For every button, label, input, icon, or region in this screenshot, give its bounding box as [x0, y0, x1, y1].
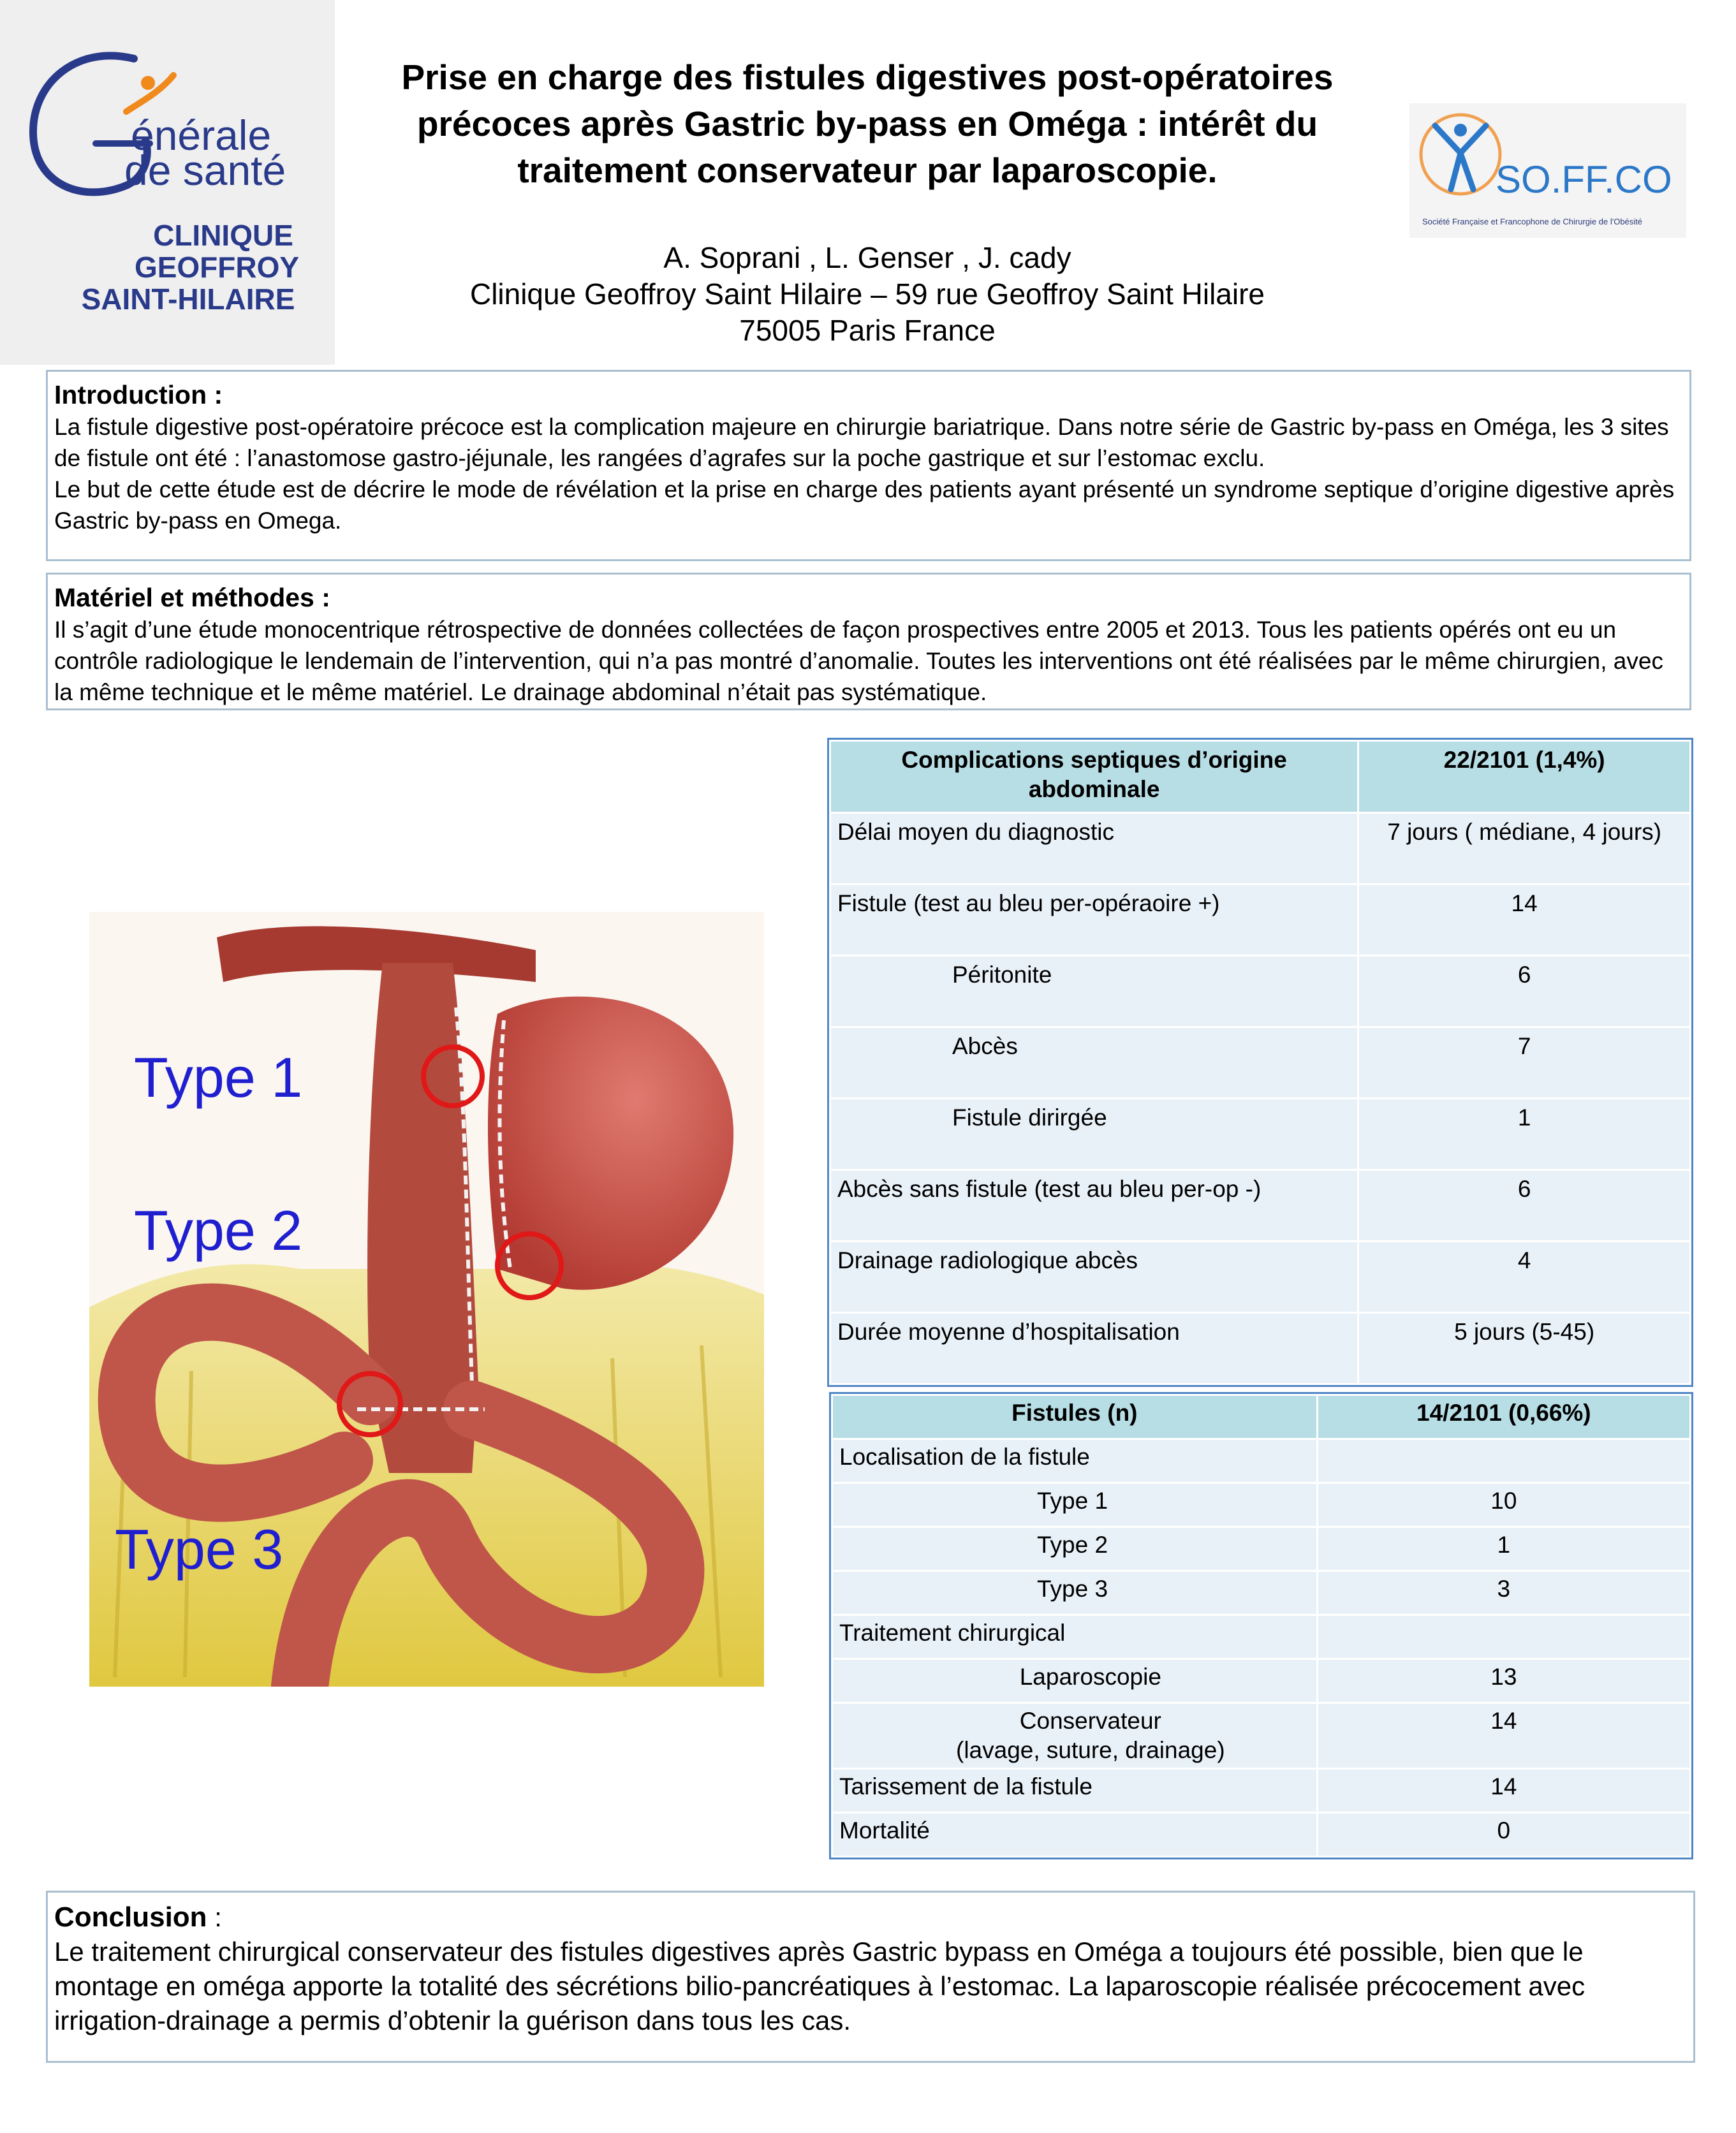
table-row	[830, 884, 1691, 956]
table-row	[832, 1483, 1691, 1527]
row-value: 1	[1317, 1527, 1690, 1571]
conclusion-heading: Conclusion	[54, 1902, 207, 1933]
row-value: 3	[1317, 1571, 1690, 1615]
row-label: Fistule (test au bleu per-opéraoire +)	[830, 884, 1358, 956]
row-label: Conservateur	[1019, 1708, 1161, 1734]
row-label: Drainage radiologique abcès	[830, 1242, 1358, 1313]
row-label: Laparoscopie	[832, 1659, 1318, 1703]
title-line-3: traitement conservateur par laparoscopie.	[517, 150, 1217, 190]
table-header-row	[832, 1395, 1691, 1439]
row-label: Traitement chirurgical	[832, 1615, 1318, 1659]
table-row	[832, 1571, 1691, 1615]
title-line-1: Prise en charge des fistules digestives post-opératoires	[401, 57, 1334, 97]
authors-block	[338, 240, 1397, 349]
methods-paragraph: Il s’agit d’une étude monocentrique rétrospective de données collectées de façon prospectives entre 2005 et 2013. Tous les patients opérés ont eu un contrôle radiologique le lendemain de l’intervention, qui n’a pas montré d’anomalie. Toutes les interventions ont été réalisées par le même chirurgien, avec la même technique et le même matériel. Le drainage abdominal n’était pas systématique.	[54, 617, 1663, 705]
row-label: Fistule dirirgée	[830, 1099, 1358, 1170]
title-line-2: précoces après Gastric by-pass en Oméga : intérêt du	[416, 104, 1318, 143]
introduction-paragraph-2: Le but de cette étude est de décrire le mode de révélation et la prise en charge des patients ayant présenté un syndrome septique d’origine digestive après Gastric by-pass en Omega.	[54, 476, 1675, 534]
row-label: Péritonite	[830, 956, 1358, 1027]
methods-section	[46, 573, 1691, 710]
row-label: Durée moyenne d’hospitalisation	[830, 1313, 1358, 1384]
generale-de-sante-logo-graphic	[0, 0, 335, 365]
logo-clinic-line2: GEOFFROY	[134, 251, 300, 284]
row-label: Abcès	[830, 1027, 1358, 1099]
fistulas-table	[831, 1394, 1691, 1858]
table-row	[832, 1615, 1691, 1659]
table-row	[832, 1527, 1691, 1571]
table-row	[832, 1769, 1691, 1813]
table-row	[830, 1099, 1691, 1170]
poster-title	[338, 54, 1397, 194]
table-header-cell: 22/2101 (1,4%)	[1358, 741, 1691, 813]
table-row	[830, 813, 1691, 884]
table-row	[830, 1170, 1691, 1242]
soffco-logo-graphic	[1409, 103, 1686, 238]
row-value: 4	[1358, 1242, 1691, 1313]
table-row	[830, 1242, 1691, 1313]
affiliation-line-2: 75005 Paris France	[739, 314, 996, 347]
row-label: Délai moyen du diagnostic	[830, 813, 1358, 884]
methods-heading: Matériel et méthodes :	[54, 583, 330, 612]
table-row	[832, 1813, 1691, 1857]
soffco-subtitle: Société Française et Francophone de Chirurgie de l'Obésité	[1422, 217, 1643, 226]
row-label-detail: (lavage, suture, drainage)	[956, 1737, 1225, 1763]
table-row	[830, 1313, 1691, 1384]
label-type-2: Type 2	[134, 1199, 303, 1262]
surgical-illustration	[89, 912, 764, 1687]
row-value: 1	[1358, 1099, 1691, 1170]
row-label: Mortalité	[832, 1813, 1318, 1857]
logo-clinic-line1: CLINIQUE	[153, 219, 293, 252]
row-value: 7 jours ( médiane, 4 jours)	[1358, 813, 1691, 884]
row-label: Type 1	[832, 1483, 1318, 1527]
table-row	[830, 1027, 1691, 1099]
table-row	[832, 1439, 1691, 1483]
table-header-cell: 14/2101 (0,66%)	[1317, 1395, 1690, 1439]
row-value: 5 jours (5-45)	[1358, 1313, 1691, 1384]
row-value: 10	[1317, 1483, 1690, 1527]
table-header-cell: Fistules (n)	[832, 1395, 1318, 1439]
row-label: Type 3	[832, 1571, 1318, 1615]
row-label: Abcès sans fistule (test au bleu per-op -)	[830, 1170, 1358, 1242]
table-row	[832, 1703, 1691, 1769]
septic-complications-table	[829, 740, 1691, 1385]
label-type-3: Type 3	[115, 1518, 284, 1581]
row-label: Type 2	[832, 1527, 1318, 1571]
row-label-multiline	[832, 1703, 1318, 1769]
logo-clinic-line3: SAINT-HILAIRE	[81, 282, 295, 316]
conclusion-paragraph: Le traitement chirurgical conservateur des fistules digestives après Gastric bypass en Oméga a toujours été possible, bien que le montage en oméga apporte la totalité des sécrétions bilio-pancréatiques à l’estomac. La laparoscopie réalisée précocement avec irrigation-drainage a permis d’obtenir la guérison dans tous les cas.	[54, 1937, 1585, 2035]
row-value: 6	[1358, 1170, 1691, 1242]
soffco-brand: SO.FF.CO	[1496, 158, 1672, 201]
row-value: 0	[1317, 1813, 1690, 1857]
table-header-row	[830, 741, 1691, 813]
introduction-heading: Introduction :	[54, 380, 223, 409]
soffco-logo	[1409, 103, 1686, 238]
conclusion-heading-colon: :	[207, 1902, 222, 1932]
row-value: 6	[1358, 956, 1691, 1027]
introduction-paragraph-1: La fistule digestive post-opératoire précoce est la complication majeure en chirurgie bariatrique. Dans notre série de Gastric by-pass en Oméga, les 3 sites de fistule ont été : l’anastomose gastro-jéjunale, les rangées d’agrafes sur la poche gastrique et sur l’estomac exclu.	[54, 414, 1669, 471]
logo-brand-line1: énérale	[131, 112, 272, 159]
row-value: 13	[1317, 1659, 1690, 1703]
generale-de-sante-logo	[0, 0, 335, 365]
row-label: Tarissement de la fistule	[832, 1769, 1318, 1813]
row-value: 14	[1358, 884, 1691, 956]
row-value: 14	[1317, 1769, 1690, 1813]
table-row	[830, 956, 1691, 1027]
row-value: 14	[1317, 1703, 1690, 1769]
conclusion-section	[46, 1891, 1695, 2063]
row-value	[1317, 1615, 1690, 1659]
table-header-cell: Complications septiques d’origine abdominale	[830, 741, 1358, 813]
table-row	[832, 1659, 1691, 1703]
logo-brand-line2: de santé	[124, 147, 286, 194]
row-value: 7	[1358, 1027, 1691, 1099]
affiliation-line-1: Clinique Geoffroy Saint Hilaire – 59 rue Geoffroy Saint Hilaire	[469, 277, 1265, 311]
row-label: Localisation de la fistule	[832, 1439, 1318, 1483]
authors: A. Soprani , L. Genser , J. cady	[663, 241, 1071, 274]
row-value	[1317, 1439, 1690, 1483]
label-type-1: Type 1	[134, 1046, 303, 1109]
introduction-section	[46, 370, 1691, 561]
